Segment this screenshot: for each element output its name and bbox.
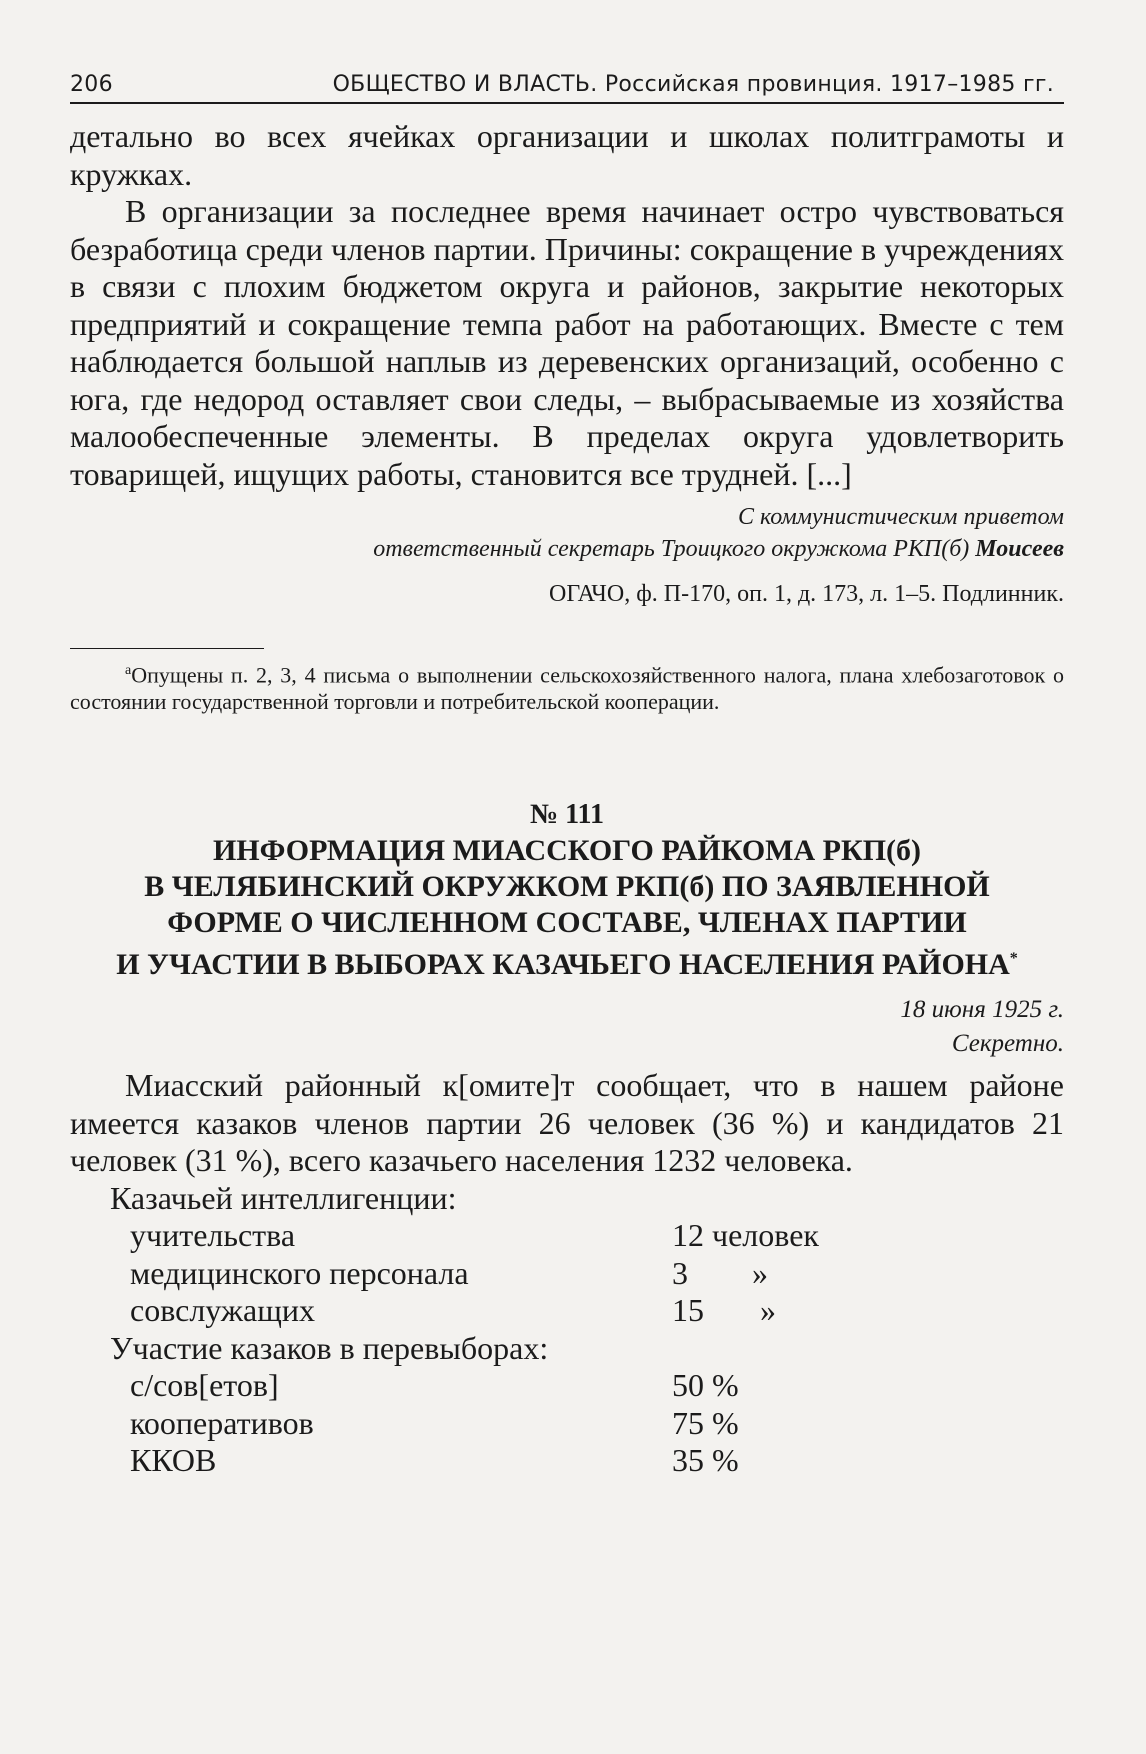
stats-row [70, 1217, 1064, 1255]
archival-source: ОГАЧО, ф. П-170, оп. 1, д. 173, л. 1–5. Подлинник. [549, 581, 1064, 607]
stats-label: медицинского персонала [130, 1254, 469, 1291]
footnote [70, 657, 1064, 715]
report-body [70, 1067, 1064, 1180]
stats-heading-intelligentsia: Казачьей интеллигенции: [110, 1179, 457, 1216]
letter-body [70, 118, 1064, 493]
signoff-name: Моисеев [975, 536, 1064, 562]
paragraph-continuation: детально во всех ячейках организации и школах политграмоты и кружках. [70, 118, 1064, 192]
stats-label: учительства [130, 1217, 296, 1254]
stats-value: 3 » [672, 1254, 768, 1291]
stats-value: 15 » [672, 1292, 776, 1329]
document-meta [70, 993, 1064, 1061]
stats-heading-elections: Участие казаков в перевыборах: [110, 1329, 549, 1366]
title-footnote-mark: * [1009, 950, 1018, 968]
stats-label: кооперативов [130, 1404, 314, 1441]
stats-row [70, 1367, 1064, 1405]
stats-value: 75 % [672, 1404, 739, 1441]
stats-row [70, 1442, 1064, 1480]
stats-row [70, 1405, 1064, 1443]
running-header [70, 62, 1064, 104]
stats-label: с/сов[етов] [130, 1367, 279, 1404]
footnote-marker: a [125, 663, 132, 678]
report-paragraph: Миасский районный к[омите]т сообщает, что в нашем районе имеется казаков членов партии 26 человек (36 %) и кандидатов 21 человек (31 %), всего казачьего населения 1232 человека. [70, 1067, 1064, 1179]
page-number: 206 [70, 72, 113, 97]
signoff-signature [70, 533, 1064, 565]
running-title: ОБЩЕСТВО И ВЛАСТЬ. Российская провинция. 1917–1985 гг. [332, 72, 1054, 97]
stats-label: совслужащих [130, 1292, 315, 1329]
letter-signoff [70, 501, 1064, 565]
paragraph-unemployment: В организации за последнее время начинает остро чувствоваться безработица среди членов партии. Причины: сокращение в учреждениях в связи с плохим бюджетом округа и районов, закрытие некоторых предприятий и сокращение темпа работ на работающих. Вместе с тем наблюдается большой наплыв из деревенских организаций, особенно с юга, где недород оставляет свои следы, – выбрасываемые из хозяйства малообеспеченные элементы. В пределах округа удовлетворить товарищей, ищущих работы, становится все трудней. [...] [70, 193, 1064, 492]
signoff-position: ответственный секретарь Троицкого окружкома РКП(б) [373, 536, 970, 562]
document-title-line: И УЧАСТИИ В ВЫБОРАХ КАЗАЧЬЕГО НАСЕЛЕНИЯ РАЙОНА* [116, 948, 1018, 982]
stats-row [70, 1292, 1064, 1330]
document-title [70, 833, 1064, 983]
document-number: № 111 [529, 799, 605, 831]
document-title-line: ФОРМЕ О ЧИСЛЕННОМ СОСТАВЕ, ЧЛЕНАХ ПАРТИИ [167, 906, 967, 940]
document-title-line: В ЧЕЛЯБИНСКИЙ ОКРУЖКОМ РКП(б) ПО ЗАЯВЛЕННОЙ [144, 870, 990, 904]
stats-label: ККОВ [130, 1442, 217, 1479]
document-page [70, 62, 1064, 1480]
stats-value: 50 % [672, 1367, 739, 1404]
document-date: 18 июня 1925 г. [900, 996, 1064, 1024]
footnote-text: Опущены п. 2, 3, 4 письма о выполнении сельскохозяйственного налога, плана хлебозаготовок о состоянии государственной торговли и потребительской кооперации. [70, 662, 1064, 715]
stats-row [70, 1255, 1064, 1293]
signoff-greeting: С коммунистическим приветом [737, 504, 1064, 530]
document-title-line: ИНФОРМАЦИЯ МИАССКОГО РАЙКОМА РКП(б) [212, 834, 922, 868]
stats-list [70, 1180, 1064, 1480]
stats-value: 12 человек [672, 1217, 819, 1254]
footnote-divider [70, 648, 264, 649]
document-classification: Секретно. [951, 1030, 1064, 1058]
stats-value: 35 % [672, 1442, 739, 1479]
